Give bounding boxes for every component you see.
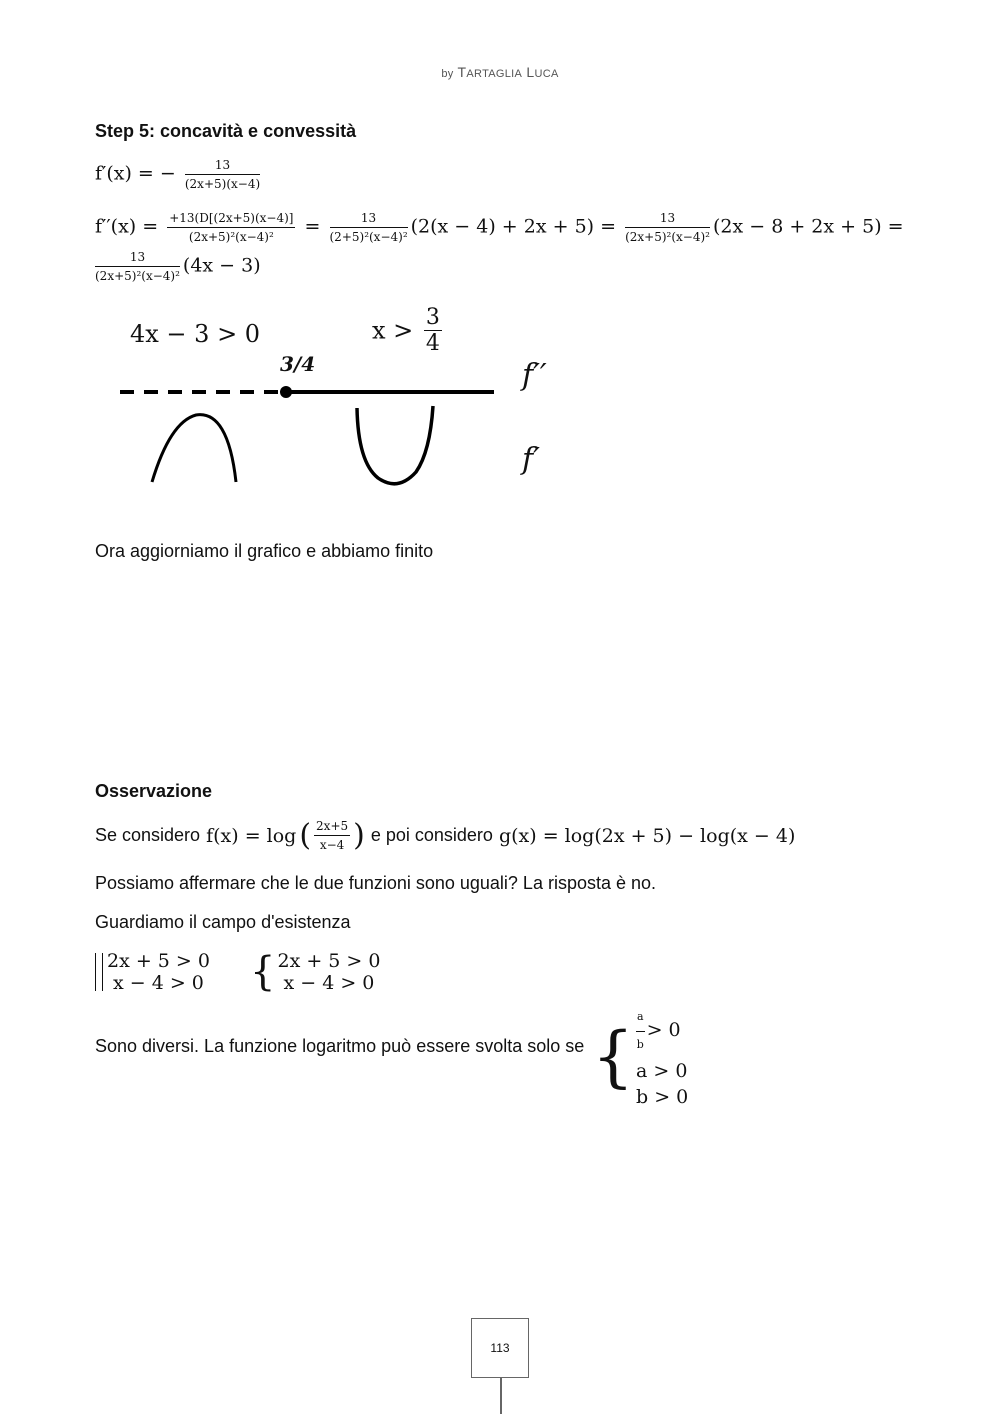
header-prefix: by: [441, 68, 454, 80]
critical-point-marker: [280, 386, 292, 398]
page-number: 113: [490, 1341, 510, 1355]
sketch-ineq2-num: 3: [425, 305, 440, 330]
large-brace-icon: {: [592, 1018, 634, 1095]
fprime-num: 13: [185, 158, 260, 175]
concave-down-arc: [152, 415, 236, 482]
step5-closing-text: Ora aggiorniamo il grafico e abbiamo finito: [95, 541, 434, 561]
system2-line2: x − 4 > 0: [283, 972, 375, 994]
system-separate-domain: [250, 950, 380, 994]
fprime-fraction: [185, 158, 260, 191]
observation-f-den: x−4: [319, 838, 345, 852]
fsecond-frac1: [167, 211, 295, 244]
header-first-rest: ARTAGLIA: [466, 68, 523, 80]
system-product-domain: [95, 950, 210, 994]
sketch-ineq2-den: 4: [425, 331, 440, 356]
condition-b-positive: b > 0: [636, 1086, 689, 1108]
fsecond-frac2: [330, 211, 408, 244]
condition-ratio-den: b: [636, 1038, 644, 1051]
header-first-initial: T: [457, 64, 467, 80]
fsecond-frac3-num: 13: [625, 211, 710, 228]
fsecond-frac4-den: (2x+5)²(x−4)²: [95, 269, 180, 283]
observation-line4: Sono diversi. La funzione logaritmo può essere svolta solo se: [95, 1036, 585, 1056]
sketch-ineq2-fraction: [424, 305, 442, 356]
fsecond-frac2-num: 13: [330, 211, 408, 228]
paren-open-icon: (: [299, 818, 312, 853]
header-last-rest: UCA: [534, 68, 559, 80]
existence-systems: [95, 950, 380, 994]
system-bar-icon: [95, 953, 103, 991]
fsecond-frac1-num: +13(D[(2x+5)(x−4)]: [167, 211, 295, 228]
fsecond-frac4-num: 13: [95, 250, 180, 267]
system1-line1: 2x + 5 > 0: [107, 950, 210, 972]
condition-ratio-num: a: [636, 1004, 645, 1032]
observation-line1-b: e poi considero: [370, 825, 493, 845]
fsecond-frac3: [625, 211, 710, 244]
observation-g-def: g(x) = log(2x + 5) − log(x − 4): [498, 824, 796, 847]
observation-line1-a: Se considero: [95, 825, 201, 845]
observation-line3: Guardiamo il campo d'esistenza: [95, 912, 351, 932]
page-number-connector: [500, 1377, 502, 1414]
paren-close-icon: ): [353, 818, 365, 853]
fsecond-frac3-den: (2x+5)²(x−4)²: [625, 230, 710, 244]
second-derivative-line2: [95, 250, 261, 283]
observation-line2: Possiamo affermare che le due funzioni sono uguali? La risposta è no.: [95, 873, 657, 893]
sketch-row2-label: f′: [522, 442, 540, 477]
second-derivative-line1: [95, 211, 904, 244]
first-derivative-formula: [95, 158, 263, 191]
page-number-box: [471, 1318, 529, 1378]
header-last-initial: L: [526, 64, 535, 80]
fsecond-lhs: f′′(x) =: [95, 215, 159, 238]
observation-title: Osservazione: [95, 781, 213, 801]
fsecond-tail2: (2(x − 4) + 2x + 5) =: [410, 215, 617, 238]
fsecond-frac4: [95, 250, 180, 283]
fsecond-eq1: =: [304, 215, 321, 238]
system2-line1: 2x + 5 > 0: [277, 950, 381, 972]
observation-f-def: f(x) = log: [206, 824, 297, 847]
system1-line2: x − 4 > 0: [113, 972, 204, 994]
sketch-ineq2-lhs: x >: [372, 316, 414, 345]
sketch-inequality-1: 4x − 3 > 0: [130, 320, 261, 348]
fprime-lhs: f′(x) = −: [95, 162, 176, 185]
step5-title: Step 5: concavità e convessità: [95, 121, 357, 141]
sketch-point-label: 3/4: [280, 352, 316, 376]
sign-chart-sketch: [110, 370, 510, 500]
brace-icon: {: [250, 949, 276, 995]
observation-f-num: 2x+5: [314, 819, 350, 836]
condition-ratio: [636, 1004, 688, 1058]
fsecond-frac2-den: (2+5)²(x−4)²: [329, 230, 408, 244]
condition-a-positive: a > 0: [636, 1060, 688, 1082]
fsecond-tail3: (2x − 8 + 2x + 5) =: [713, 215, 904, 238]
condition-ratio-tail: > 0: [646, 1019, 681, 1041]
sketch-row1-label: f′′: [522, 358, 547, 393]
fsecond-frac1-den: (2x+5)²(x−4)²: [188, 230, 274, 244]
observation-line1: [95, 818, 795, 853]
fprime-den: (2x+5)(x−4): [184, 177, 261, 191]
observation-f-fraction: [314, 819, 350, 852]
sketch-inequality-2: [372, 305, 445, 356]
log-condition-system: [592, 1004, 688, 1110]
running-header: [0, 64, 1000, 80]
fsecond-tail4: (4x − 3): [182, 254, 261, 277]
concave-up-arc: [357, 406, 433, 484]
